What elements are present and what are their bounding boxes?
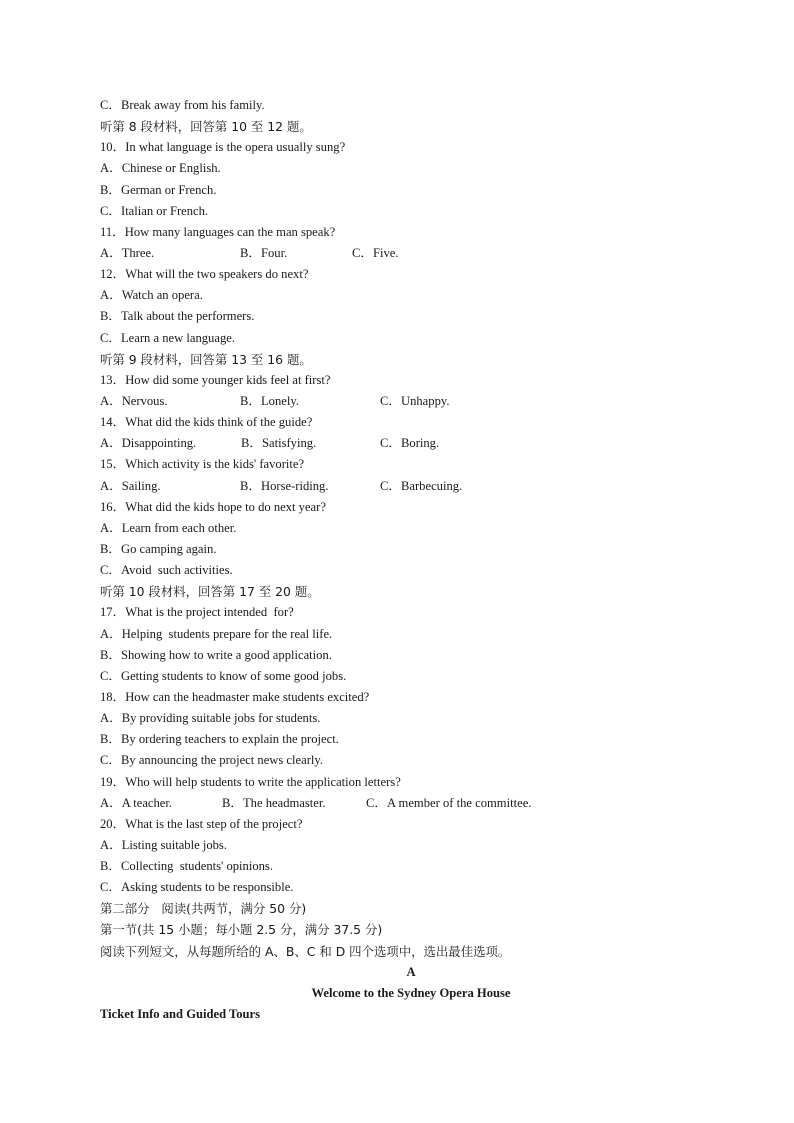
options-13 xyxy=(100,391,700,412)
option-12c: C．Learn a new language. xyxy=(100,330,235,345)
option-19c: C．A member of the committee. xyxy=(366,795,532,810)
option-15b: B．Horse-riding. xyxy=(240,478,329,493)
option-11c: C．Five. xyxy=(352,245,399,260)
option-15a: A．Sailing. xyxy=(100,478,161,493)
section-instruction-8: 听第 8 段材料，回答第 10 至 12 题。 xyxy=(100,119,312,135)
question-16: 16．What did the kids hope to do next year? xyxy=(100,499,326,514)
option-16b: B．Go camping again. xyxy=(100,541,217,556)
option-15c: C．Barbecuing. xyxy=(380,478,463,493)
option-19b: B．The headmaster. xyxy=(222,795,326,810)
passage-title: Welcome to the Sydney Opera House xyxy=(311,985,511,1000)
question-17: 17．What is the project intended for? xyxy=(100,605,294,620)
options-19 xyxy=(100,793,700,814)
question-19: 19．Who will help students to write the application letters? xyxy=(100,774,401,789)
option-16a: A．Learn from each other. xyxy=(100,520,237,535)
option-11b: B．Four. xyxy=(240,245,288,260)
question-12: 12．What will the two speakers do next? xyxy=(100,267,309,282)
question-18: 18．How can the headmaster make students excited? xyxy=(100,689,370,704)
question-15: 15．Which activity is the kids' favorite? xyxy=(100,457,305,472)
passage-label: A xyxy=(406,964,416,979)
option-12a: A．Watch an opera. xyxy=(100,288,203,303)
option-13a: A．Nervous. xyxy=(100,393,168,408)
option-17b: B．Showing how to write a good application. xyxy=(100,647,332,662)
option-9c: C．Break away from his family. xyxy=(100,98,265,112)
option-18b: B．By ordering teachers to explain the project. xyxy=(100,732,339,747)
option-17c: C．Getting students to know of some good jobs. xyxy=(100,668,347,683)
option-10c: C．Italian or French. xyxy=(100,203,209,218)
section-one-heading: 第一节(共 15 小题；每小题 2.5 分，满分 37.5 分) xyxy=(100,922,383,938)
reading-instruction: 阅读下列短文，从每题所给的 A、B、C 和 D 四个选项中，选出最佳选项。 xyxy=(100,943,511,959)
question-13: 13．How did some younger kids feel at first? xyxy=(100,372,331,387)
passage-subheading: Ticket Info and Guided Tours xyxy=(100,1007,261,1022)
option-14a: A．Disappointing. xyxy=(100,436,197,451)
option-19a: A．A teacher. xyxy=(100,795,173,810)
section-instruction-10: 听第 10 段材料，回答第 17 至 20 题。 xyxy=(100,584,320,600)
options-15 xyxy=(100,476,700,497)
part-two-heading: 第二部分 阅读(共两节，满分 50 分) xyxy=(100,901,307,917)
option-13c: C．Unhappy. xyxy=(380,393,450,408)
question-10: 10．In what language is the opera usually sung? xyxy=(100,140,346,155)
option-16c: C．Avoid such activities. xyxy=(100,563,233,578)
options-11 xyxy=(100,243,700,264)
section-instruction-9: 听第 9 段材料，回答第 13 至 16 题。 xyxy=(100,351,312,367)
document-content xyxy=(100,95,700,1025)
option-20a: A．Listing suitable jobs. xyxy=(100,837,227,852)
option-14c: C．Boring. xyxy=(380,436,440,451)
option-11a: A．Three. xyxy=(100,245,155,260)
option-18a: A．By providing suitable jobs for students. xyxy=(100,711,321,726)
option-20b: B．Collecting students' opinions. xyxy=(100,859,273,874)
question-20: 20．What is the last step of the project? xyxy=(100,816,303,831)
options-14 xyxy=(100,433,700,454)
option-17a: A．Helping students prepare for the real life. xyxy=(100,626,333,641)
option-10b: B．German or French. xyxy=(100,182,217,197)
option-20c: C．Asking students to be responsible. xyxy=(100,880,294,895)
option-13b: B．Lonely. xyxy=(240,393,299,408)
question-11: 11．How many languages can the man speak? xyxy=(100,224,336,239)
option-18c: C．By announcing the project news clearly. xyxy=(100,753,324,768)
option-12b: B．Talk about the performers. xyxy=(100,309,255,324)
option-14b: B．Satisfying. xyxy=(241,436,317,451)
question-14: 14．What did the kids think of the guide? xyxy=(100,415,313,430)
option-10a: A．Chinese or English. xyxy=(100,161,221,176)
